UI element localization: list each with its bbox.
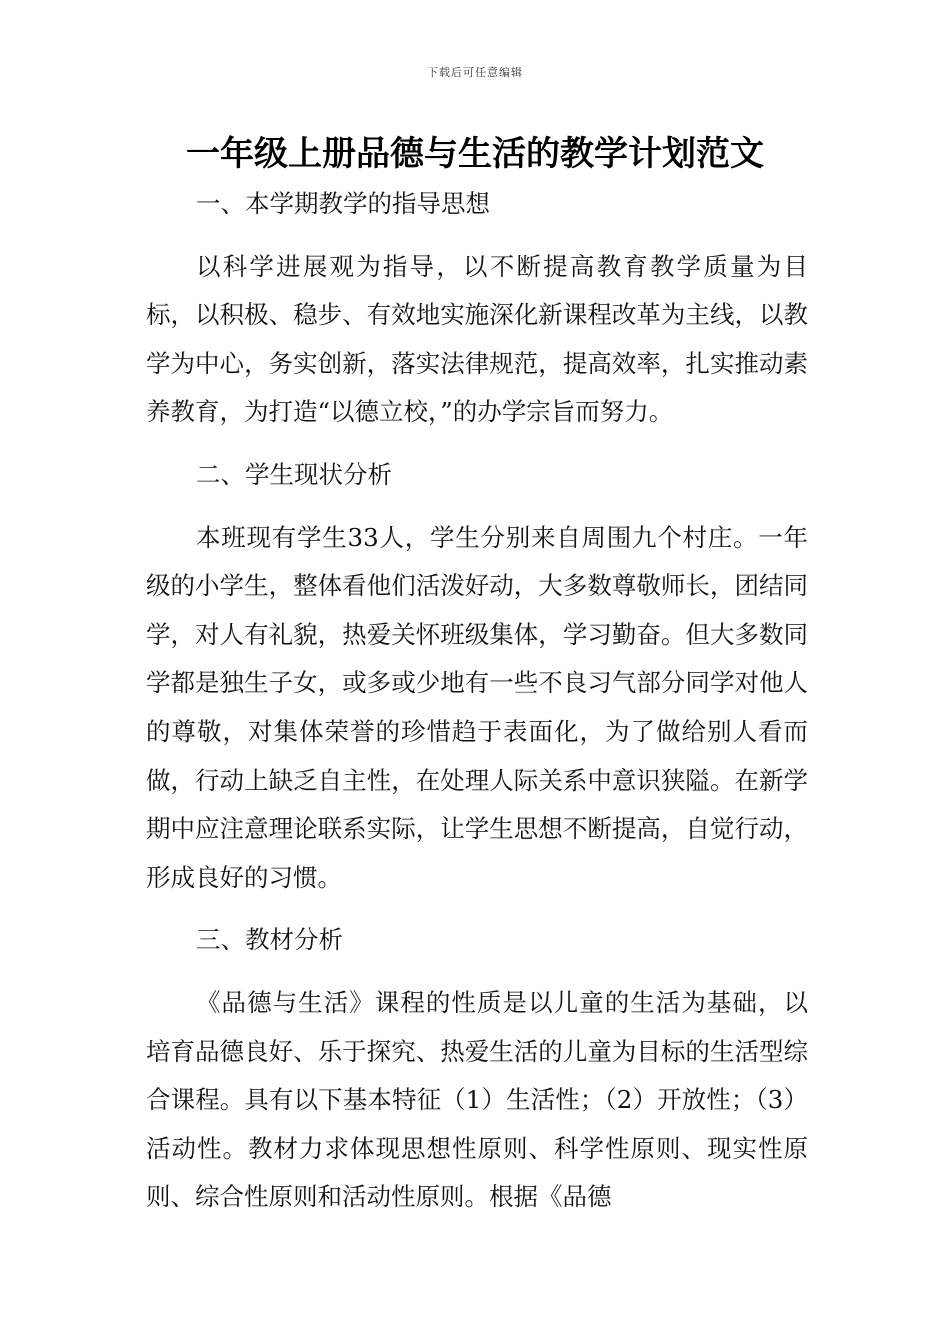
paragraph-textbook-analysis: 《品德与生活》课程的性质是以儿童的生活为基础，以培育品德良好、乐于探究、热爱生活的儿童为目标的生活型综合课程。具有以下基本特征（1）生活性；（2）开放性；（3）活动性。教材力求体现思想性原则、科学性原则、现实性原则、综合性原则和活动性原则。根据《品德 — [146, 987, 808, 1212]
download-note: 下载后可任意编辑 — [427, 66, 523, 79]
document-body — [146, 180, 808, 1232]
paragraph-guiding-ideology: 以科学进展观为指导，以不断提高教育教学质量为目标，以积极、稳步、有效地实施深化新课程改革为主线，以教学为中心，务实创新，落实法律规范，提高效率，扎实推动素养教育，为打造“以德立校，”的办学宗旨而努力。 — [146, 251, 808, 427]
section-heading-student-analysis: 二、学生现状分析 — [196, 459, 392, 489]
document-title: 一年级上册品德与生活的教学计划范文 — [186, 134, 764, 174]
section-heading-guiding-ideology: 一、本学期教学的指导思想 — [196, 189, 490, 218]
paragraph-student-analysis: 本班现有学生33人，学生分别来自周围九个村庄。一年级的小学生，整体看他们活泼好动，大多数尊敬师长，团结同学，对人有礼貌，热爱关怀班级集体，学习勤奋。但大多数同学都是独生子女，或多或少地有一些不良习气部分同学对他人的尊敬，对集体荣誉的珍惜趋于表面化，为了做给别人看而做，行动上缺乏自主性，在处理人际关系中意识狭隘。在新学期中应注意理论联系实际，让学生思想不断提高，自觉行动，形成良好的习惯。 — [146, 522, 808, 892]
section-heading-textbook-analysis: 三、教材分析 — [196, 925, 343, 955]
